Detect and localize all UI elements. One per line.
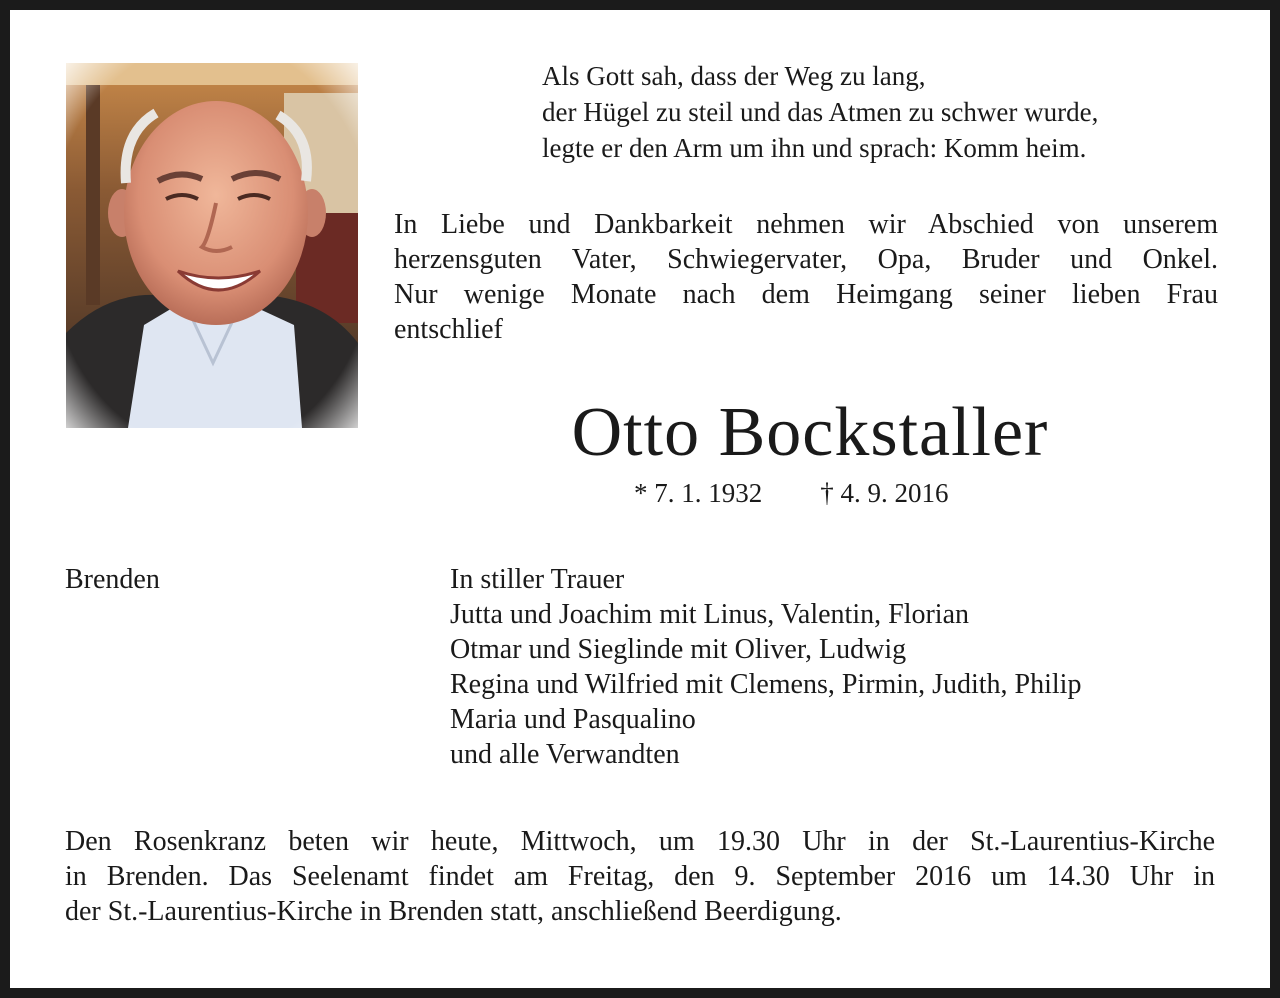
birth-date: * 7. 1. 1932 (634, 478, 763, 508)
mourners-line: Maria und Pasqualino (450, 704, 696, 735)
intro-line: Nur wenige Monate nach dem Heimgang seiner lieben Frau (394, 279, 1218, 310)
intro-line: In Liebe und Dankbarkeit nehmen wir Abschied von unserem (394, 209, 1218, 240)
intro-paragraph (394, 207, 1218, 347)
death-date: † 4. 9. 2016 (820, 478, 949, 508)
mourners-line: und alle Verwandten (450, 739, 680, 770)
mourners-list (450, 562, 1081, 772)
place-name: Brenden (65, 564, 160, 595)
service-line: in Brenden. Das Seelenamt findet am Freitag, den 9. September 2016 um 14.30 Uhr in (65, 861, 1215, 892)
mourners-line: Otmar und Sieglinde mit Oliver, Ludwig (450, 634, 907, 665)
mourners-line: In stiller Trauer (450, 564, 625, 595)
service-info (65, 824, 1215, 929)
verse-line: der Hügel zu steil und das Atmen zu schwer wurde, (542, 97, 1099, 127)
mourners-line: Regina und Wilfried mit Clemens, Pirmin, Judith, Philip (450, 669, 1082, 700)
verse (542, 58, 1098, 166)
mourners-line: Jutta und Joachim mit Linus, Valentin, Florian (450, 599, 969, 630)
portrait-photo (66, 63, 358, 428)
life-dates (634, 476, 949, 511)
service-line: der St.-Laurentius-Kirche in Brenden statt, anschließend Beerdigung. (65, 896, 842, 927)
service-line: Den Rosenkranz beten wir heute, Mittwoch, um 19.30 Uhr in der St.-Laurentius-Kirche (65, 826, 1215, 857)
verse-line: legte er den Arm um ihn und sprach: Komm heim. (542, 133, 1087, 163)
verse-line: Als Gott sah, dass der Weg zu lang, (542, 61, 926, 91)
intro-line: entschlief (394, 314, 503, 345)
deceased-name: Otto Bockstaller (571, 394, 1049, 471)
intro-line: herzensguten Vater, Schwiegervater, Opa, Bruder und Onkel. (394, 244, 1218, 275)
